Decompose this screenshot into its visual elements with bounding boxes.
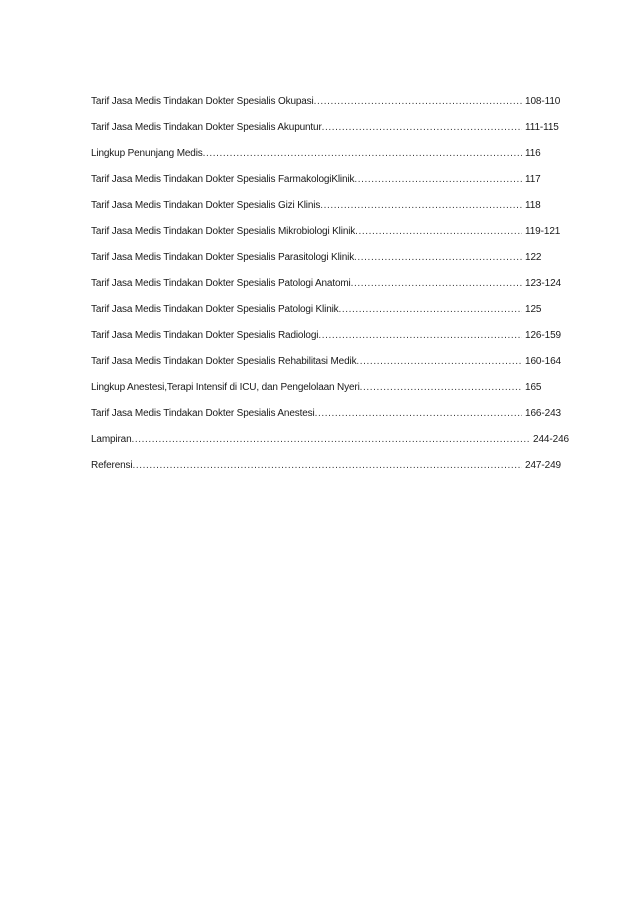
toc-entry — [91, 174, 569, 200]
toc-entry-title: Tarif Jasa Medis Tindakan Dokter Spesialis Patologi Anatomi — [91, 278, 351, 289]
toc-entry-page: 123-124 — [525, 278, 561, 289]
toc-dot-leader — [322, 122, 522, 134]
toc-dot-leader — [339, 304, 522, 316]
toc-entry-title: Tarif Jasa Medis Tindakan Dokter Spesialis FarmakologiKlinik — [91, 174, 355, 185]
toc-entry-page: 118 — [525, 200, 541, 211]
toc-entry — [91, 226, 569, 252]
toc-entry — [91, 148, 569, 174]
toc-dot-leader — [318, 330, 522, 342]
toc-entry-title: Lampiran — [91, 434, 132, 445]
toc-dot-leader — [315, 408, 522, 420]
toc-entry-page: 166-243 — [525, 408, 561, 419]
toc-entry-title: Tarif Jasa Medis Tindakan Dokter Spesialis Parasitologi Klinik — [91, 252, 355, 263]
toc-dot-leader — [354, 174, 522, 186]
toc-entry — [91, 96, 569, 122]
toc-dot-leader — [355, 226, 522, 238]
toc-entry — [91, 330, 569, 356]
toc-entry-page: 126-159 — [525, 330, 561, 341]
toc-entry-title: Tarif Jasa Medis Tindakan Dokter Spesialis Akupuntur — [91, 122, 322, 133]
toc-entry-title: Lingkup Penunjang Medis — [91, 148, 203, 159]
toc-dot-leader — [360, 382, 522, 394]
toc-dot-leader — [314, 96, 522, 108]
toc-entry-page: 247-249 — [525, 460, 561, 471]
toc-entry-title: Lingkup Anestesi,Terapi Intensif di ICU, dan Pengelolaan Nyeri — [91, 382, 360, 393]
toc-entry — [91, 382, 569, 408]
toc-entry — [91, 304, 569, 330]
toc-dot-leader — [354, 252, 522, 264]
toc-entry-page: 160-164 — [525, 356, 561, 367]
toc-entry-title: Tarif Jasa Medis Tindakan Dokter Spesialis Anestesi — [91, 408, 315, 419]
toc-entry — [91, 356, 569, 382]
toc-entry — [91, 434, 569, 460]
toc-dot-leader — [351, 278, 522, 290]
toc-entry — [91, 278, 569, 304]
toc-entry-page: 165 — [525, 382, 542, 393]
table-of-contents — [91, 96, 569, 486]
toc-entry-page: 116 — [525, 148, 541, 159]
toc-entry-page: 117 — [525, 174, 541, 185]
toc-entry — [91, 122, 569, 148]
toc-entry — [91, 460, 569, 486]
toc-entry-title: Tarif Jasa Medis Tindakan Dokter Spesialis Patologi Klinik — [91, 304, 339, 315]
toc-entry-page: 119-121 — [525, 226, 561, 237]
toc-dot-leader — [320, 200, 522, 212]
toc-dot-leader — [356, 356, 522, 368]
toc-entry-title: Tarif Jasa Medis Tindakan Dokter Spesialis Okupasi — [91, 96, 314, 107]
toc-dot-leader — [203, 148, 522, 160]
toc-dot-leader — [132, 434, 531, 446]
toc-entry — [91, 252, 569, 278]
toc-entry — [91, 408, 569, 434]
toc-entry-title: Referensi — [91, 460, 133, 471]
toc-entry-page: 111-115 — [525, 122, 559, 133]
toc-entry-title: Tarif Jasa Medis Tindakan Dokter Spesialis Mikrobiologi Klinik — [91, 226, 356, 237]
toc-dot-leader — [132, 460, 522, 472]
toc-entry-page: 244-246 — [533, 434, 569, 445]
toc-entry-page: 125 — [525, 304, 542, 315]
toc-entry-title: Tarif Jasa Medis Tindakan Dokter Spesialis Radiologi — [91, 330, 319, 341]
toc-entry-title: Tarif Jasa Medis Tindakan Dokter Spesialis Gizi Klinis — [91, 200, 321, 211]
toc-entry-page: 108-110 — [525, 96, 561, 107]
toc-entry-title: Tarif Jasa Medis Tindakan Dokter Spesialis Rehabilitasi Medik — [91, 356, 357, 367]
toc-entry — [91, 200, 569, 226]
toc-entry-page: 122 — [525, 252, 542, 263]
